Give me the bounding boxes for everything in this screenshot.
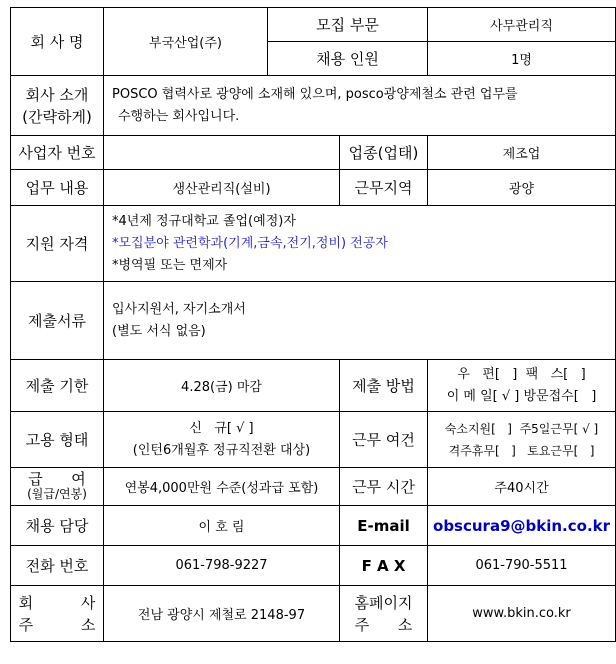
headcount-label: 채용 인원	[268, 42, 428, 76]
phone-value: 061-798-9227	[104, 546, 340, 586]
phone-label: 전화 번호	[11, 546, 104, 586]
headcount-value: 1명	[428, 42, 616, 76]
recruit-field-value: 사무관리직	[428, 8, 616, 42]
industry-label: 업종(업태)	[340, 136, 428, 170]
recruit-field-label: 모집 부문	[268, 8, 428, 42]
company-name-label: 회 사 명	[11, 8, 104, 76]
hours-value: 주40시간	[428, 468, 616, 506]
conditions-options	[428, 412, 616, 468]
method-line-1: 우 편[ ] 팩 스[ ]	[457, 366, 586, 382]
documents-line-2: (별도 서식 없음)	[112, 323, 206, 339]
homepage-label	[340, 586, 428, 642]
employment-type-label: 고용 형태	[11, 412, 104, 468]
industry-value: 제조업	[428, 136, 616, 170]
qualification-line-1: *4년제 정규대학교 졸업(예정)자	[112, 213, 296, 229]
qualification-label: 지원 자격	[11, 206, 104, 282]
email-label: E-mail	[340, 506, 428, 546]
deadline-label: 제출 기한	[11, 360, 104, 412]
email-value[interactable]: obscura9@bkin.co.kr	[428, 506, 616, 546]
documents-text	[104, 282, 616, 360]
method-options	[428, 360, 616, 412]
documents-label: 제출서류	[11, 282, 104, 360]
homepage-label-line-2: 주 소	[354, 615, 413, 634]
conditions-label: 근무 여건	[340, 412, 428, 468]
bizno-value	[104, 136, 340, 170]
contact-label: 채용 담당	[11, 506, 104, 546]
fax-label: F A X	[340, 546, 428, 586]
deadline-value: 4.28(금) 마감	[104, 360, 340, 412]
intro-label-line-1: 회사 소개	[25, 85, 89, 104]
conditions-line-2: 격주휴무[ ] 토요근무[ ]	[448, 443, 595, 458]
address-value: 전남 광양시 제철로 2148-97	[104, 586, 340, 642]
salary-label-line-1: 급 여	[28, 470, 86, 488]
salary-label	[11, 468, 104, 506]
intro-label	[11, 76, 104, 136]
location-value: 광양	[428, 170, 616, 206]
qualification-line-2: *모집분야 관련학과(기계,금속,전기,정비) 전공자	[112, 235, 388, 251]
address-label	[11, 586, 104, 642]
contact-value: 이 호 림	[104, 506, 340, 546]
salary-label-line-2: (월급/연봉)	[27, 487, 87, 501]
intro-line-1: POSCO 협력사로 광양에 소재해 있으며, posco광양제철소 관련 업무를	[112, 86, 518, 102]
intro-text	[104, 76, 616, 136]
bizno-label: 사업자 번호	[11, 136, 104, 170]
homepage-value[interactable]: www.bkin.co.kr	[428, 586, 616, 642]
salary-value: 연봉4,000만원 수준(성과급 포함)	[104, 468, 340, 506]
method-line-2: 이 메 일[ √ ] 방문접수[ ]	[446, 388, 597, 404]
job-posting-table	[10, 7, 616, 642]
intro-line-2: 수행하는 회사입니다.	[118, 108, 240, 124]
company-name-value: 부국산업(주)	[104, 8, 268, 76]
method-label: 제출 방법	[340, 360, 428, 412]
address-label-line-1: 회 사	[18, 593, 96, 612]
fax-value: 061-790-5511	[428, 546, 616, 586]
homepage-label-line-1: 홈페이지	[354, 593, 413, 612]
duty-value: 생산관리직(설비)	[104, 170, 340, 206]
employment-type-line-1: 신 규[ √ ]	[189, 420, 254, 436]
duty-label: 업무 내용	[11, 170, 104, 206]
conditions-line-1: 숙소지원[ ] 주5일근무[ √ ]	[444, 421, 599, 436]
location-label: 근무지역	[340, 170, 428, 206]
qualification-line-3: *병역필 또는 면제자	[112, 257, 228, 273]
documents-line-1: 입사지원서, 자기소개서	[112, 301, 246, 317]
address-label-line-2: 주 소	[18, 615, 96, 634]
employment-type-line-2: (인턴6개월후 정규직전환 대상)	[132, 442, 311, 458]
intro-label-line-2: (간략하게)	[22, 107, 92, 126]
hours-label: 근무 시간	[340, 468, 428, 506]
employment-type-value	[104, 412, 340, 468]
qualification-text	[104, 206, 616, 282]
